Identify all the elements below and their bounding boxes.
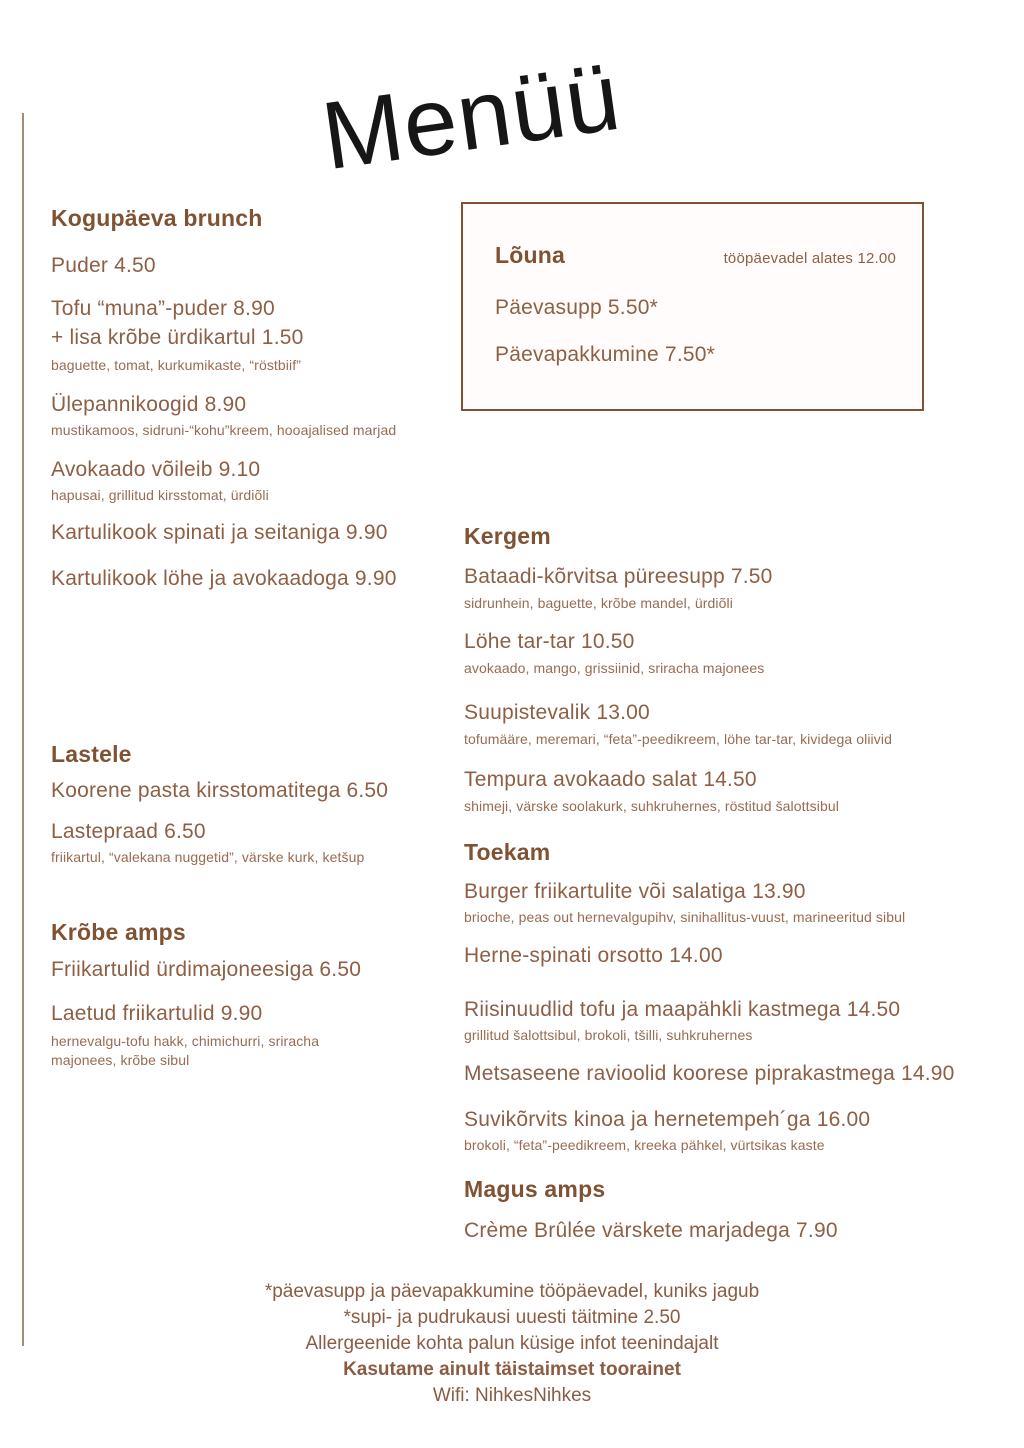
menu-item-desc: hernevalgu-tofu hakk, chimichurri, sriracha (51, 1033, 320, 1049)
section-heading-brunch: Kogupäeva brunch (51, 205, 263, 231)
menu-item (51, 456, 475, 505)
menu-item-desc: friikartul, “valekana nuggetid”, värske kurk, ketšup (51, 849, 365, 865)
left-column (51, 203, 475, 1070)
menu-item-title-line2: + lisa krõbe ürdikartul 1.50 (51, 326, 304, 349)
section-heading-kergem: Kergem (464, 523, 551, 549)
menu-item-title: Päevasupp 5.50* (495, 296, 658, 319)
footer-note-1: *päevasupp ja päevapakkumine tööpäevadel, kuniks jagub (264, 1281, 760, 1302)
menu-item-title: Lastepraad 6.50 (51, 820, 206, 843)
footer-note-2: *supi- ja pudrukausi uuesti täitmine 2.50 (343, 1307, 681, 1328)
menu-item-desc-line2: majonees, krõbe sibul (51, 1052, 190, 1068)
menu-item (51, 818, 475, 867)
footer (0, 1279, 1024, 1409)
menu-item (464, 878, 1004, 927)
section-heading-magus-amps: Magus amps (464, 1176, 606, 1202)
footer-wifi: Wifi: NihkesNihkes (432, 1385, 592, 1406)
menu-item-title: Laetud friikartulid 9.90 (51, 1002, 263, 1025)
menu-item-title: Tofu “muna”-puder 8.90 (51, 297, 275, 320)
page-title: Menüü (315, 42, 627, 191)
lunch-box-header (495, 240, 896, 270)
menu-item-title: Suvikõrvits kinoa ja hernetempeh´ga 16.00 (464, 1108, 871, 1131)
menu-item-desc: brioche, peas out hernevalgupihv, sinihallitus-vuust, marineeritud sibul (464, 909, 906, 925)
menu-item-desc: brokoli, “feta”-peedikreem, kreeka pähkel, vürtsikas kaste (464, 1137, 825, 1153)
menu-item (464, 628, 1004, 678)
menu-item (51, 391, 475, 440)
menu-item-desc: avokaado, mango, grissiinid, sriracha majonees (464, 660, 765, 676)
lunch-availability-note: tööpäevadel alates 12.00 (723, 250, 896, 267)
menu-item (464, 1106, 1004, 1155)
section-heading-krobe-amps: Krõbe amps (51, 919, 186, 945)
section-heading-lastele: Lastele (51, 741, 132, 767)
menu-item-desc: tofumääre, meremari, “feta”-peedikreem, löhe tar-tar, kividega oliivid (464, 731, 892, 747)
footer-note-3: Allergeenide kohta palun küsige infot teenindajalt (305, 1333, 719, 1354)
menu-item (51, 295, 475, 375)
left-accent-line (22, 113, 24, 1346)
menu-item-title: Bataadi-kõrvitsa püreesupp 7.50 (464, 565, 773, 588)
menu-item-title: Ülepannikoogid 8.90 (51, 393, 247, 416)
menu-item (464, 766, 1004, 816)
menu-item-title: Friikartulid ürdimajoneesiga 6.50 (51, 958, 362, 981)
section-heading-toekam: Toekam (464, 839, 551, 865)
menu-item-desc: mustikamoos, sidruni-“kohu”kreem, hooajalised marjad (51, 422, 397, 438)
footer-note-4: Kasutame ainult täistaimset toorainet (343, 1359, 681, 1380)
menu-item-title: Tempura avokaado salat 14.50 (464, 768, 757, 791)
menu-item-title: Crème Brûlée värskete marjadega 7.90 (464, 1219, 838, 1242)
menu-item-title: Metsaseene ravioolid koorese piprakastmega 14.90 (464, 1062, 955, 1085)
menu-item-title: Päevapakkumine 7.50* (495, 343, 715, 366)
menu-item-title: Koorene pasta kirsstomatitega 6.50 (51, 779, 389, 802)
menu-item-title: Avokaado võileib 9.10 (51, 458, 261, 481)
menu-item-title: Puder 4.50 (51, 254, 156, 277)
section-heading-louna: Lõuna (495, 242, 565, 268)
menu-item-desc: grillitud šalottsibul, brokoli, tšilli, suhkruhernes (464, 1027, 753, 1043)
menu-item-title: Herne-spinati orsotto 14.00 (464, 944, 723, 967)
menu-item-title: Suupistevalik 13.00 (464, 701, 650, 724)
menu-item-desc: shimeji, värske soolakurk, suhkruhernes, röstitud šalottsibul (464, 798, 839, 814)
menu-item-desc: baguette, tomat, kurkumikaste, “röstbiif” (51, 357, 301, 373)
menu-item (464, 563, 1004, 613)
menu-item-title: Löhe tar-tar 10.50 (464, 630, 635, 653)
menu-item-title: Burger friikartulite või salatiga 13.90 (464, 880, 806, 903)
menu-item (464, 699, 1004, 749)
menu-item-desc: sidrunhein, baguette, krõbe mandel, ürdiõli (464, 595, 733, 611)
menu-item-title: Kartulikook spinati ja seitaniga 9.90 (51, 521, 388, 544)
menu-item-title: Kartulikook löhe ja avokaadoga 9.90 (51, 567, 397, 590)
menu-item-desc: hapusai, grillitud kirsstomat, ürdiõli (51, 487, 269, 503)
menu-item (51, 1000, 475, 1070)
menu-item (464, 996, 1004, 1045)
lunch-box (461, 202, 924, 411)
right-column (464, 521, 1004, 1244)
menu-item-title: Riisinuudlid tofu ja maapähkli kastmega 14.50 (464, 998, 901, 1021)
